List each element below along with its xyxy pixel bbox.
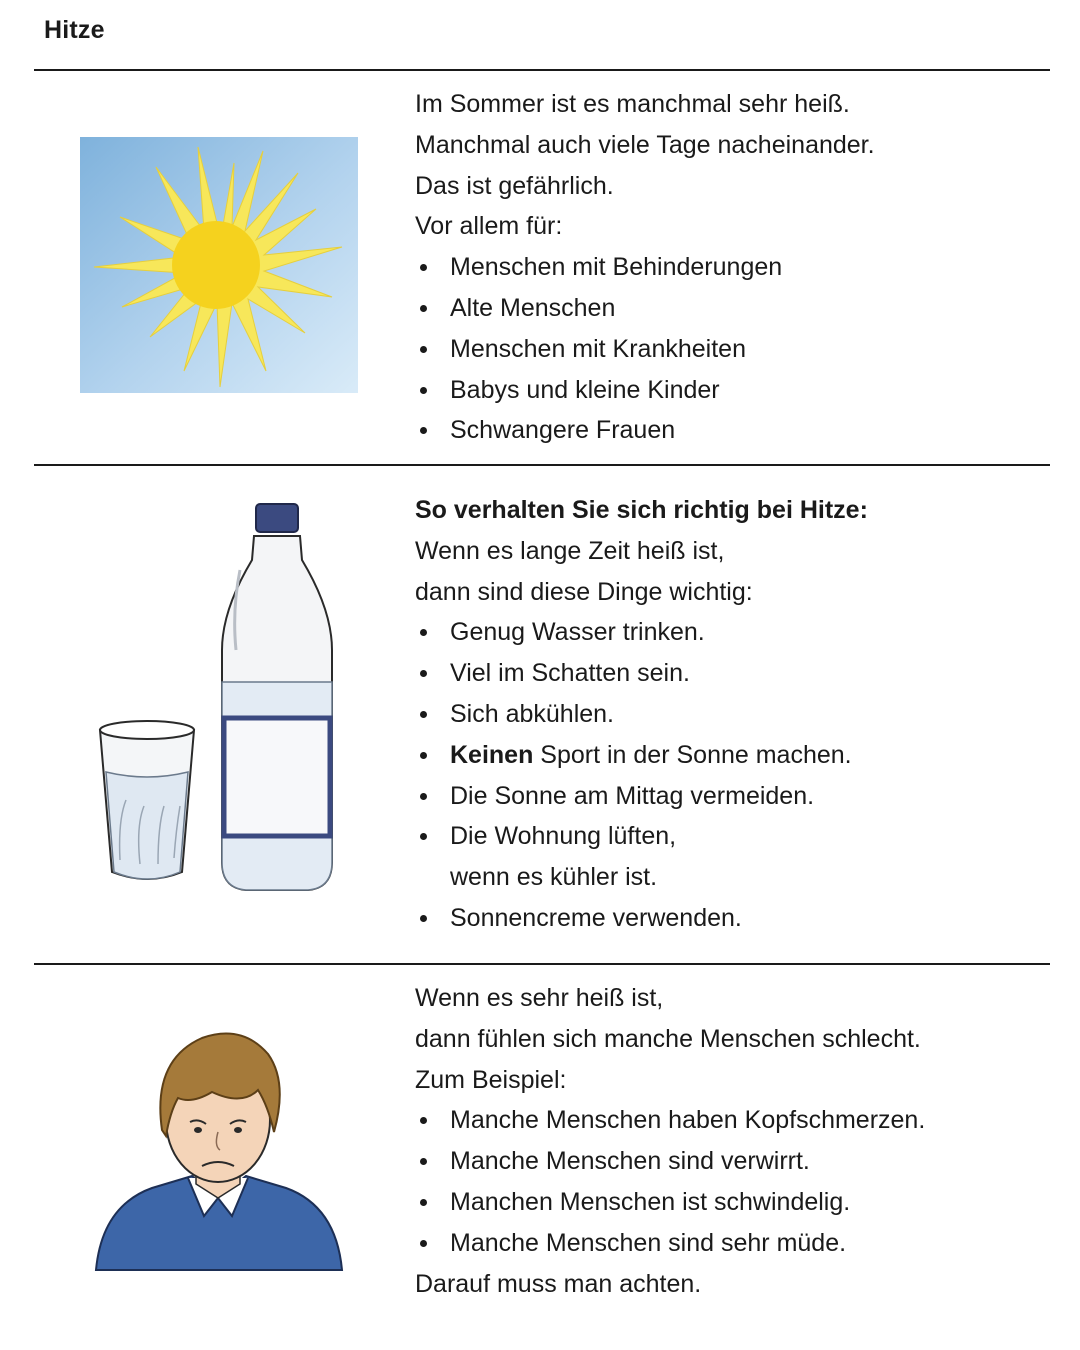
text-line: dann fühlen sich manche Menschen schlecht. [415,1024,921,1053]
behaviour-list [415,612,1055,938]
text-line: Manchmal auch viele Tage nacheinander. [415,130,875,159]
text-line: Vor allem für: [415,212,563,241]
text-line: Im Sommer ist es manchmal sehr heiß. [415,90,850,118]
list-item: Genug Wasser trinken. [415,612,1055,653]
text-line: Wenn es lange Zeit heiß ist, [415,536,725,565]
list-item [415,735,1055,776]
list-item: Menschen mit Krankheiten [415,329,1055,370]
text-line: Wenn es sehr heiß ist, [415,984,664,1012]
text-line: Zum Beispiel: [415,1065,567,1094]
list-item: Manchen Menschen ist schwindelig. [415,1182,1055,1223]
list-item: Babys und kleine Kinder [415,370,1055,411]
emphasis: Keinen [450,740,534,769]
water-illustration [96,500,336,896]
symptom-list [415,1100,1055,1263]
list-item: Manche Menschen sind sehr müde. [415,1223,1055,1264]
list-item-text: Sport in der Sonne machen. [533,740,852,769]
text-line: Das ist gefährlich. [415,171,614,200]
list-item: Manche Menschen sind verwirrt. [415,1141,1055,1182]
list-item: Manche Menschen haben Kopfschmerzen. [415,1100,1055,1141]
divider [34,464,1050,466]
list-item-text: Die Wohnung lüften, [450,822,677,851]
person-illustration [92,1020,346,1272]
list-item: Schwangere Frauen [415,410,1055,451]
list-item [415,816,1055,898]
list-item: Menschen mit Behinderungen [415,247,1055,288]
list-item: Sonnencreme verwenden. [415,898,1055,939]
list-item: Viel im Schatten sein. [415,653,1055,694]
page-title: Hitze [44,16,105,44]
sun-core-icon [172,221,260,309]
divider [34,69,1050,71]
closing-line: Darauf muss man achten. [415,1269,702,1298]
bottle-icon [222,504,332,890]
section-heading: So verhalten Sie sich richtig bei Hitze: [415,496,868,524]
list-item: Alte Menschen [415,288,1055,329]
divider [34,963,1050,965]
list-item-text: wenn es kühler ist. [450,863,658,892]
list-item: Sich abkühlen. [415,694,1055,735]
sun-illustration [80,137,358,393]
text-line: dann sind diese Dinge wichtig: [415,577,753,606]
risk-group-list [415,247,1055,451]
glass-icon [100,721,194,879]
list-item: Die Sonne am Mittag vermeiden. [415,776,1055,817]
